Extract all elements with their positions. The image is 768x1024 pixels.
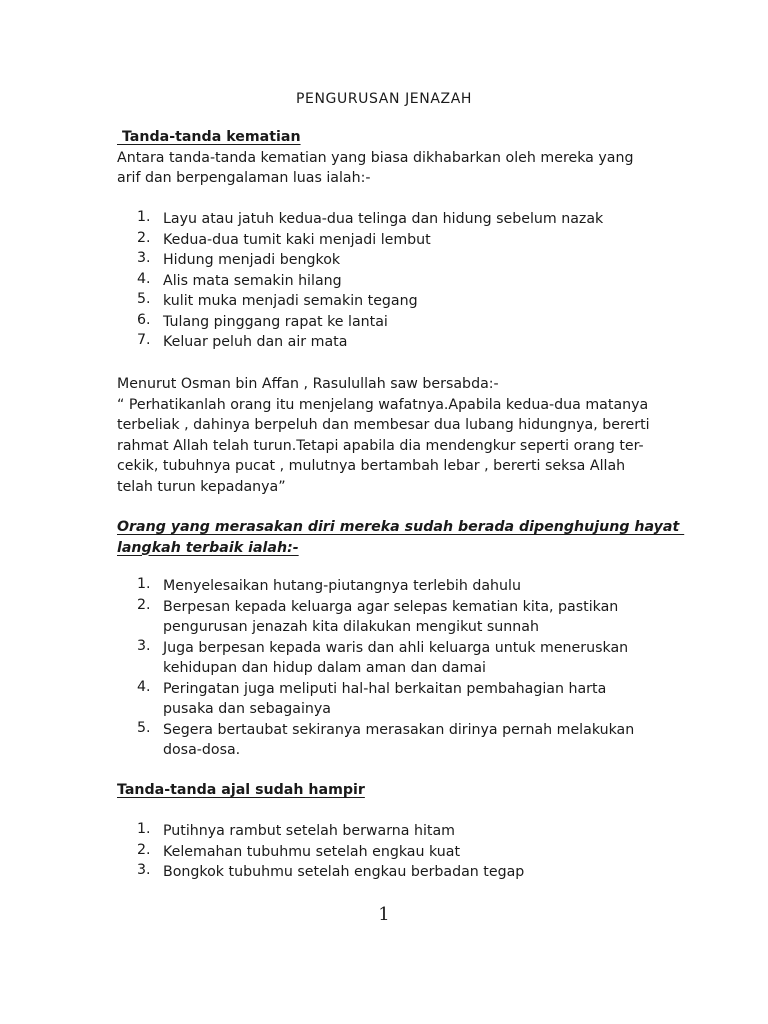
list-item-number: 4. [137,270,151,287]
death-signs-list [117,209,657,353]
intro-line: arif dan berpengalaman luas ialah:- [117,170,371,186]
list-item [117,230,657,251]
list-item-number: 7. [137,332,151,348]
quote-line: “ Perhatikanlah orang itu menjelang wafatnya.Apabila kedua-dua matanya [117,396,649,413]
list-item-text: Bongkok tubuhmu setelah engkau berbadan tegap [163,864,525,880]
quote-line: cekik, tubuhnya pucat , mulutnya bertambah lebar , bererti seksa Allah [117,458,626,474]
list-item-text: Alis mata semakin hilang [163,272,342,289]
list-item-number: 6. [137,311,151,328]
list-item-text: Hidung menjadi bengkok [163,252,341,268]
list-item [117,679,657,720]
near-death-list [117,821,657,883]
section-heading: langkah terbaik ialah:- [117,539,299,556]
list-item-text: pengurusan jenazah kita dilakukan mengikut sunnah [163,619,539,635]
list-item-text: Putihnya rambut setelah berwarna hitam [163,823,456,839]
list-item [117,821,657,842]
list-item-number: 5. [137,291,151,307]
list-item [117,291,657,312]
list-item [117,271,657,292]
page-title: PENGURUSAN JENAZAH [296,91,472,107]
list-item [117,250,657,271]
list-item-text: Berpesan kepada keluarga agar selepas kematian kita, pastikan [163,598,619,615]
list-item-number: 2. [137,229,151,246]
quote-line: telah turun kepadanya” [117,478,286,495]
quote-line: terbeliak , dahinya berpeluh dan membesar dua lubang hidungnya, bererti [117,417,650,433]
list-item [117,842,657,863]
list-item-text: Juga berpesan kepada waris dan ahli keluarga untuk meneruskan [163,639,629,656]
list-item [117,720,657,761]
list-item-number: 1. [137,209,151,225]
list-item [117,209,657,230]
list-item-number: 3. [137,637,151,654]
section-heading: Tanda-tanda kematian [117,129,301,145]
quote-line: Menurut Osman bin Affan , Rasulullah saw bersabda:- [117,376,499,392]
hadith-quote [117,374,657,497]
intro-line: Antara tanda-tanda kematian yang biasa dikhabarkan oleh mereka yang [117,149,634,166]
list-item-text: Kedua-dua tumit kaki menjadi lembut [163,231,431,248]
list-item-text: dosa-dosa. [163,742,241,758]
list-item-text: Menyelesaikan hutang-piutangnya terlebih dahulu [163,578,521,594]
page-number: 1 [378,904,390,925]
list-item [117,312,657,333]
list-item-number: 1. [137,576,151,592]
section-death-signs [117,127,657,189]
list-item-text: Layu atau jatuh kedua-dua telinga dan hidung sebelum nazak [163,211,604,227]
section-near-death [117,780,657,801]
list-item-number: 4. [137,678,151,695]
list-item [117,332,657,353]
quote-line: rahmat Allah telah turun.Tetapi apabila dia mendengkur seperti orang ter- [117,437,644,454]
list-item-text: Keluar peluh dan air mata [163,334,348,350]
list-item [117,576,657,597]
list-item-number: 3. [137,862,151,878]
list-item-number: 3. [137,250,151,266]
list-item-text: Tulang pinggang rapat ke lantai [163,313,388,330]
list-item-text: pusaka dan sebagainya [163,701,331,717]
list-item-number: 2. [137,596,151,613]
list-item-number: 1. [137,821,151,837]
list-item-text: Segera bertaubat sekiranya merasakan dirinya pernah melakukan [163,721,635,738]
list-item-number: 5. [137,719,151,736]
section-heading: Orang yang merasakan diri mereka sudah berada dipenghujung hayat [117,519,685,535]
section-best-steps [117,517,685,558]
list-item-text: Kelemahan tubuhmu setelah engkau kuat [163,843,461,860]
list-item [117,597,657,638]
section-heading: Tanda-tanda ajal sudah hampir [117,782,365,798]
list-item [117,638,657,679]
list-item-text: kehidupan dan hidup dalam aman dan damai [163,660,486,676]
best-steps-list [117,576,657,761]
list-item-text: kulit muka menjadi semakin tegang [163,293,418,309]
list-item-number: 2. [137,841,151,858]
list-item [117,862,657,883]
list-item-text: Peringatan juga meliputi hal-hal berkaitan pembahagian harta [163,680,607,697]
